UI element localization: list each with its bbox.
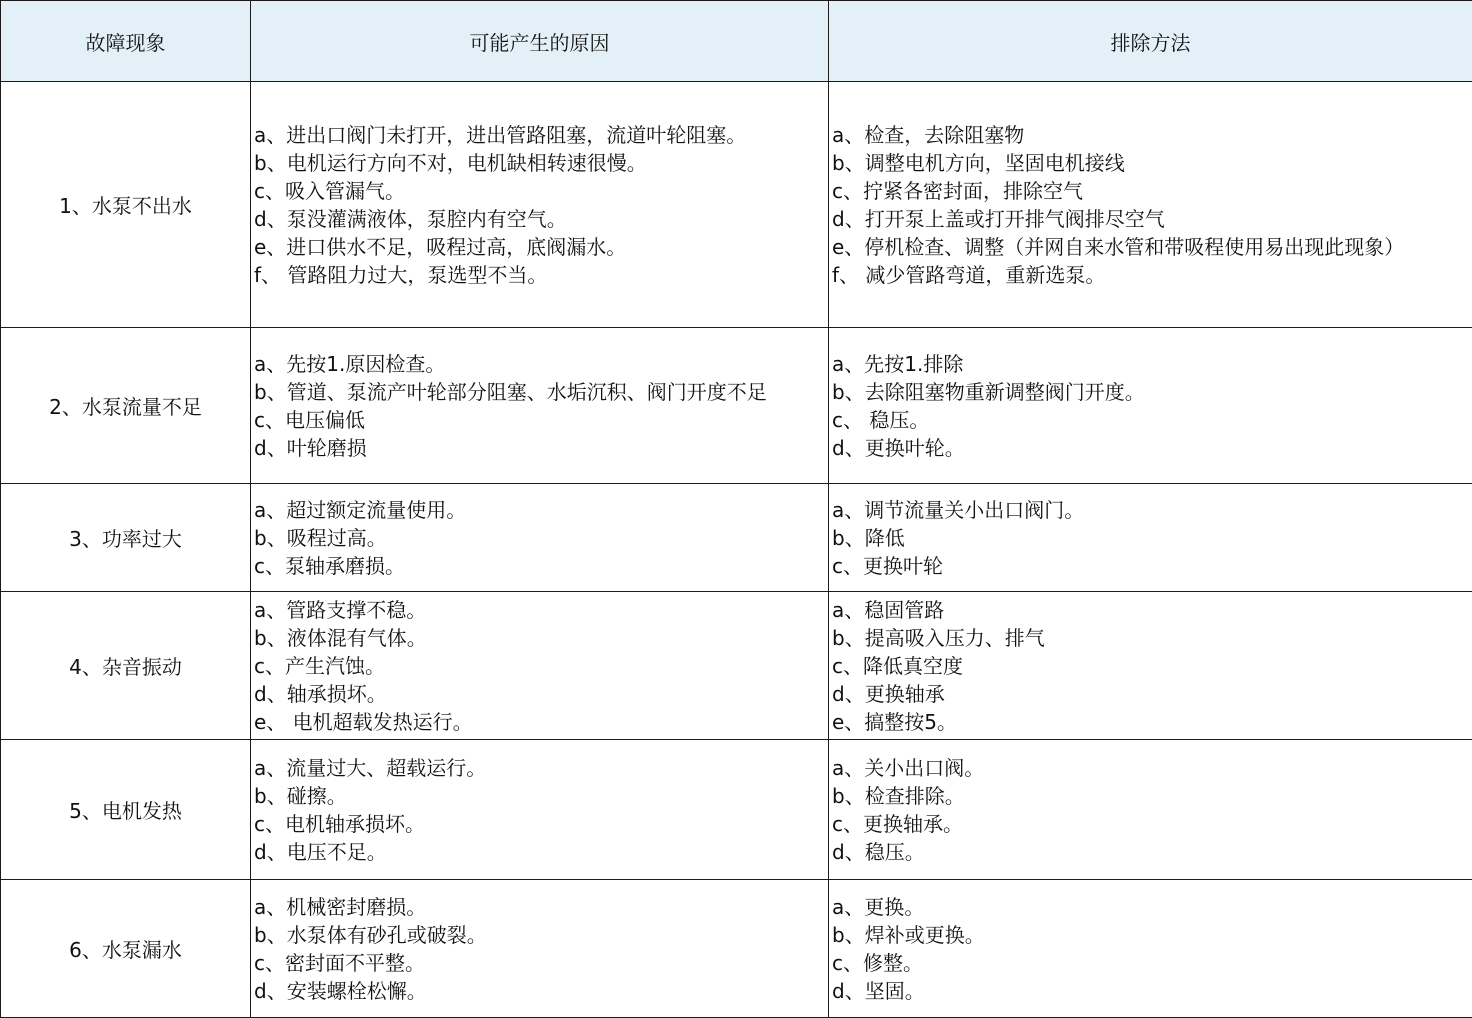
header-symptom: 故障现象 bbox=[1, 1, 251, 82]
remedy-item: d、更换叶轮。 bbox=[832, 434, 1472, 462]
symptom-cell: 5、电机发热 bbox=[1, 740, 251, 880]
header-remedies: 排除方法 bbox=[829, 1, 1472, 82]
cause-item: a、流量过大、超载运行。 bbox=[254, 754, 828, 782]
remedy-item: a、更换。 bbox=[832, 893, 1472, 921]
remedy-item: c、拧紧各密封面，排除空气 bbox=[832, 177, 1472, 205]
remedy-item: e、停机检查、调整（并网自来水管和带吸程使用易出现此现象） bbox=[832, 233, 1472, 261]
causes-cell bbox=[251, 880, 829, 1018]
remedies-cell bbox=[829, 328, 1472, 484]
remedy-item: c、降低真空度 bbox=[832, 652, 1472, 680]
table-row bbox=[1, 592, 1472, 740]
cause-item: c、电压偏低 bbox=[254, 406, 828, 434]
table-row bbox=[1, 740, 1472, 880]
cause-item: c、电机轴承损坏。 bbox=[254, 810, 828, 838]
remedy-item: d、坚固。 bbox=[832, 977, 1472, 1005]
remedy-item: a、检查，去除阻塞物 bbox=[832, 121, 1472, 149]
table-row bbox=[1, 484, 1472, 592]
symptom-cell: 3、功率过大 bbox=[1, 484, 251, 592]
table-row bbox=[1, 880, 1472, 1018]
cause-item: b、电机运行方向不对，电机缺相转速很慢。 bbox=[254, 149, 828, 177]
remedy-item: a、稳固管路 bbox=[832, 596, 1472, 624]
remedies-cell bbox=[829, 484, 1472, 592]
symptom-cell: 2、水泵流量不足 bbox=[1, 328, 251, 484]
cause-item: b、碰擦。 bbox=[254, 782, 828, 810]
cause-item: b、液体混有气体。 bbox=[254, 624, 828, 652]
header-causes: 可能产生的原因 bbox=[251, 1, 829, 82]
cause-item: a、管路支撑不稳。 bbox=[254, 596, 828, 624]
cause-item: d、安装螺栓松懈。 bbox=[254, 977, 828, 1005]
causes-cell bbox=[251, 740, 829, 880]
remedies-cell bbox=[829, 740, 1472, 880]
symptom-cell: 1、水泵不出水 bbox=[1, 82, 251, 328]
cause-item: d、轴承损坏。 bbox=[254, 680, 828, 708]
remedy-item: b、降低 bbox=[832, 524, 1472, 552]
remedy-item: b、焊补或更换。 bbox=[832, 921, 1472, 949]
cause-item: c、泵轴承磨损。 bbox=[254, 552, 828, 580]
remedies-cell bbox=[829, 82, 1472, 328]
cause-item: f、 管路阻力过大，泵选型不当。 bbox=[254, 261, 828, 289]
cause-item: a、超过额定流量使用。 bbox=[254, 496, 828, 524]
remedies-cell bbox=[829, 592, 1472, 740]
symptom-cell: 6、水泵漏水 bbox=[1, 880, 251, 1018]
cause-item: e、 电机超载发热运行。 bbox=[254, 708, 828, 736]
cause-item: a、机械密封磨损。 bbox=[254, 893, 828, 921]
causes-cell bbox=[251, 82, 829, 328]
table-row bbox=[1, 82, 1472, 328]
cause-item: c、吸入管漏气。 bbox=[254, 177, 828, 205]
remedy-item: a、关小出口阀。 bbox=[832, 754, 1472, 782]
cause-item: e、进口供水不足，吸程过高，底阀漏水。 bbox=[254, 233, 828, 261]
remedy-item: b、调整电机方向，坚固电机接线 bbox=[832, 149, 1472, 177]
cause-item: b、吸程过高。 bbox=[254, 524, 828, 552]
remedy-item: d、稳压。 bbox=[832, 838, 1472, 866]
causes-cell bbox=[251, 592, 829, 740]
remedy-item: a、先按1.排除 bbox=[832, 350, 1472, 378]
remedy-item: a、调节流量关小出口阀门。 bbox=[832, 496, 1472, 524]
cause-item: d、泵没灌满液体，泵腔内有空气。 bbox=[254, 205, 828, 233]
remedies-cell bbox=[829, 880, 1472, 1018]
causes-cell bbox=[251, 484, 829, 592]
cause-item: d、叶轮磨损 bbox=[254, 434, 828, 462]
remedy-item: d、更换轴承 bbox=[832, 680, 1472, 708]
remedy-item: c、更换轴承。 bbox=[832, 810, 1472, 838]
cause-item: c、产生汽蚀。 bbox=[254, 652, 828, 680]
remedy-item: b、提高吸入压力、排气 bbox=[832, 624, 1472, 652]
table-row bbox=[1, 328, 1472, 484]
cause-item: b、水泵体有砂孔或破裂。 bbox=[254, 921, 828, 949]
causes-cell bbox=[251, 328, 829, 484]
cause-item: a、进出口阀门未打开，进出管路阻塞，流道叶轮阻塞。 bbox=[254, 121, 828, 149]
cause-item: b、管道、泵流产叶轮部分阻塞、水垢沉积、阀门开度不足 bbox=[254, 378, 828, 406]
remedy-item: c、修整。 bbox=[832, 949, 1472, 977]
remedy-item: b、去除阻塞物重新调整阀门开度。 bbox=[832, 378, 1472, 406]
header-row bbox=[1, 1, 1472, 82]
cause-item: c、密封面不平整。 bbox=[254, 949, 828, 977]
remedy-item: e、搞整按5。 bbox=[832, 708, 1472, 736]
symptom-cell: 4、杂音振动 bbox=[1, 592, 251, 740]
remedy-item: b、检查排除。 bbox=[832, 782, 1472, 810]
cause-item: a、先按1.原因检查。 bbox=[254, 350, 828, 378]
cause-item: d、电压不足。 bbox=[254, 838, 828, 866]
remedy-item: d、打开泵上盖或打开排气阀排尽空气 bbox=[832, 205, 1472, 233]
remedy-item: c、更换叶轮 bbox=[832, 552, 1472, 580]
remedy-item: c、 稳压。 bbox=[832, 406, 1472, 434]
remedy-item: f、 减少管路弯道，重新选泵。 bbox=[832, 261, 1472, 289]
